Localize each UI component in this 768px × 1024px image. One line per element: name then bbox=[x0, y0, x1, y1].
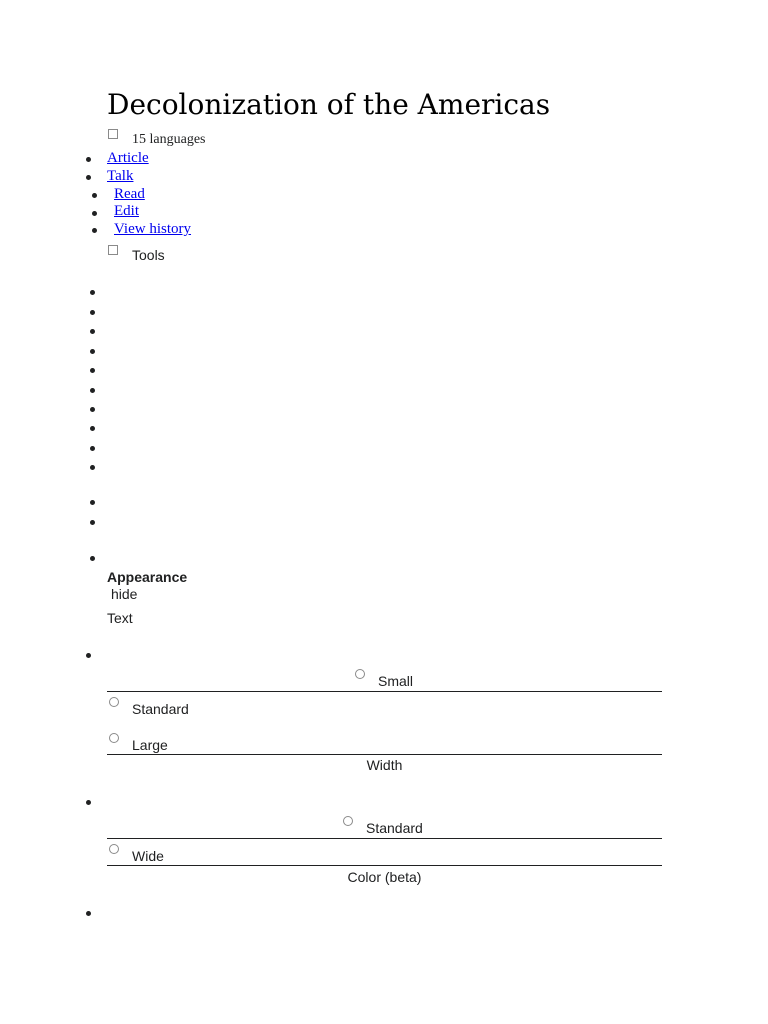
tab-read[interactable]: Read bbox=[114, 186, 145, 202]
divider bbox=[107, 838, 662, 839]
list-bullet bbox=[90, 407, 95, 412]
appearance-heading: Appearance bbox=[107, 569, 188, 585]
tools-label[interactable]: Tools bbox=[132, 247, 165, 263]
tools-checkbox[interactable] bbox=[108, 245, 118, 255]
list-bullet bbox=[90, 349, 95, 354]
tab-article[interactable]: Article bbox=[107, 150, 149, 166]
list-bullet bbox=[86, 157, 91, 162]
text-size-large-radio[interactable] bbox=[109, 733, 119, 743]
languages-label[interactable]: 15 languages bbox=[132, 132, 206, 147]
list-bullet bbox=[86, 175, 91, 180]
list-bullet bbox=[92, 211, 97, 216]
tab-view-history[interactable]: View history bbox=[114, 221, 192, 237]
text-size-standard-label[interactable]: Standard bbox=[132, 701, 189, 717]
appearance-hide-button[interactable]: hide bbox=[111, 586, 138, 602]
text-section-label: Text bbox=[107, 610, 133, 626]
width-standard-label[interactable]: Standard bbox=[366, 820, 423, 836]
list-bullet bbox=[90, 465, 95, 470]
tab-talk[interactable]: Talk bbox=[107, 168, 134, 184]
list-bullet bbox=[90, 500, 95, 505]
color-section-label: Color (beta) bbox=[347, 869, 422, 885]
text-size-standard-radio[interactable] bbox=[109, 697, 119, 707]
list-bullet bbox=[90, 368, 95, 373]
list-bullet bbox=[90, 446, 95, 451]
list-bullet bbox=[90, 290, 95, 295]
list-bullet bbox=[86, 800, 91, 805]
width-standard-radio[interactable] bbox=[343, 816, 353, 826]
width-section-label: Width bbox=[366, 757, 403, 773]
width-wide-radio[interactable] bbox=[109, 844, 119, 854]
page-title: Decolonization of the Americas bbox=[107, 88, 551, 121]
divider bbox=[107, 691, 662, 692]
list-bullet bbox=[90, 310, 95, 315]
languages-checkbox[interactable] bbox=[108, 129, 118, 139]
list-bullet bbox=[90, 520, 95, 525]
text-size-small-label[interactable]: Small bbox=[378, 673, 414, 689]
list-bullet bbox=[90, 388, 95, 393]
list-bullet bbox=[90, 556, 95, 561]
list-bullet bbox=[86, 653, 91, 658]
divider bbox=[107, 754, 662, 755]
width-wide-label[interactable]: Wide bbox=[132, 848, 164, 864]
list-bullet bbox=[86, 911, 91, 916]
list-bullet bbox=[90, 329, 95, 334]
list-bullet bbox=[92, 228, 97, 233]
list-bullet bbox=[92, 193, 97, 198]
divider bbox=[107, 865, 662, 866]
list-bullet bbox=[90, 426, 95, 431]
text-size-large-label[interactable]: Large bbox=[132, 737, 168, 753]
tab-edit[interactable]: Edit bbox=[114, 203, 139, 219]
text-size-small-radio[interactable] bbox=[355, 669, 365, 679]
